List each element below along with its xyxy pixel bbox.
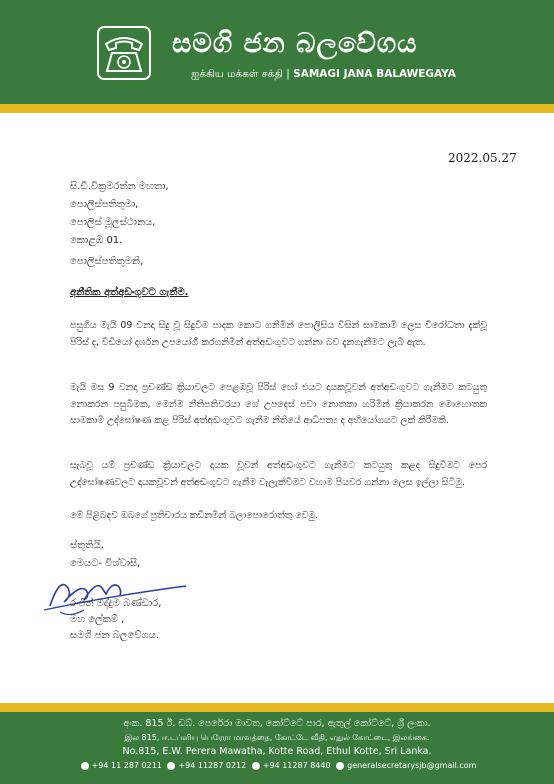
fax-icon bbox=[252, 762, 260, 770]
signatory-title: මහ ලේකම් , bbox=[70, 614, 125, 625]
closing-thanks: ස්තූතියි, bbox=[70, 540, 104, 551]
address-line: කොළඹ 01. bbox=[70, 235, 123, 246]
closing-faithfully: මෙයට- විශ්වාසී, bbox=[70, 558, 141, 569]
salutation: පොලිස්පතිතුමනි, bbox=[70, 256, 144, 267]
body-paragraph: මේ පිළිබඳව ඔබගේ ප්‍රතිචාරය කඩිනමින් බලාපොරොත්තු වෙමු. bbox=[70, 510, 319, 521]
address-line: පොලිස්පතිතුමා, bbox=[70, 199, 139, 210]
address-line: පොලිස් මූලස්ථානය, bbox=[70, 217, 156, 228]
footer-phone: +94 11287 0212 bbox=[178, 761, 247, 770]
phone-icon bbox=[81, 762, 89, 770]
address-line: සි.ඩී.වික්‍රමරත්න මහතා, bbox=[70, 181, 169, 192]
signatory-name: රංජිත් මද්දුම බණ්ඩාර, bbox=[70, 598, 162, 609]
body-paragraph: පසුගිය මැයි 09 වනදා සිදු වූ සිදුවීම පාදක කොට ගනිමින් පොලිසිය විසින් සාමකාමී ලෙස විරෝධතා දැක්වූ පිරිස් ද, වීඩියෝ දර්ශන උපයෝගී කරගනිමින් අත්අඩංගුවට ගන්නා බව දැනගැනීමට ලැබී ඇත. bbox=[70, 320, 487, 348]
footer-address-sinhala: අංක. 815 ඊ. ඩබ්. පෙරේරා මාවත, කෝට්ටේ පාර, ඇතුල් කෝට්ටේ, ශ්‍රී ලංකා. bbox=[123, 718, 431, 729]
letter-subject: අනීතික අත්අඩංගුවට ගැනීම. bbox=[70, 287, 189, 298]
subtitle-separator: | bbox=[286, 68, 290, 80]
signatory-org: සමගි ජන බලවේගය. bbox=[70, 630, 160, 641]
footer-contacts bbox=[0, 761, 554, 770]
handwritten-signature bbox=[40, 566, 190, 621]
footer-address-tamil: இல 815, ஈ.டப்ளியு பெரேரா மாவத்தை, கோட்டே வீதி, எதுல் கோட்டை, இலங்கை. bbox=[124, 733, 430, 742]
letter-date: 2022.05.27 bbox=[448, 151, 517, 165]
phone-icon bbox=[167, 762, 175, 770]
footer-stripe bbox=[0, 703, 554, 712]
org-name-english: SAMAGI JANA BALAWEGAYA bbox=[293, 68, 456, 80]
footer-fax: +94 11287 8440 bbox=[262, 761, 331, 770]
email-icon bbox=[336, 762, 344, 770]
footer-email: generalsecretarysjb@gmail.com bbox=[347, 761, 477, 770]
body-paragraph: මැයි මස 9 වනදා ප්‍රචණ්ඩ ක්‍රියාවලට පෙළඹවූ පිරිස් හෝ එයට දායකවූවන් අත්අඩංගුවට ගැනීමට කටයුතු නොකරන පසුබිමක, මෙන්ම නීතිපතිවරයා ගේ උපදෙස් පවා නොතකා හරිමින් ක්‍රියාකරන මොහොතක සාමකාමී උද්ඝෝෂණ කළ පිරිස් අත්අඩංගුවට ගැනීම නීතියේ ආධිපත්‍ය ද අභියෝගයට ලක් කිරීමකි. bbox=[70, 382, 487, 426]
org-name: සමගි ජන බලවේගය bbox=[172, 28, 418, 59]
body-paragraph: සැබවූ යම් ප්‍රචණ්ඩ ක්‍රියාවලට දායක වූවන් අත්අඩංගුවට ගැනීමට කටයුතු කළද සිදුවීමට පෙර උද්ඝෝෂණවලට දායකවූවන් අත්අඩංගුවට ගැනීම වැලැක්වීමට වහාම පියවර ගන්නා ලෙස ඉල්ලා සිටිමු. bbox=[70, 460, 487, 488]
footer-address-english: No.815, E.W. Perera Mawatha, Kotte Road, Ethul Kotte, Sri Lanka. bbox=[122, 746, 432, 757]
org-name-tamil: ஐக்கிய மக்கள் சக்தி bbox=[191, 68, 283, 80]
footer-phone: +94 11 287 0211 bbox=[91, 761, 162, 770]
